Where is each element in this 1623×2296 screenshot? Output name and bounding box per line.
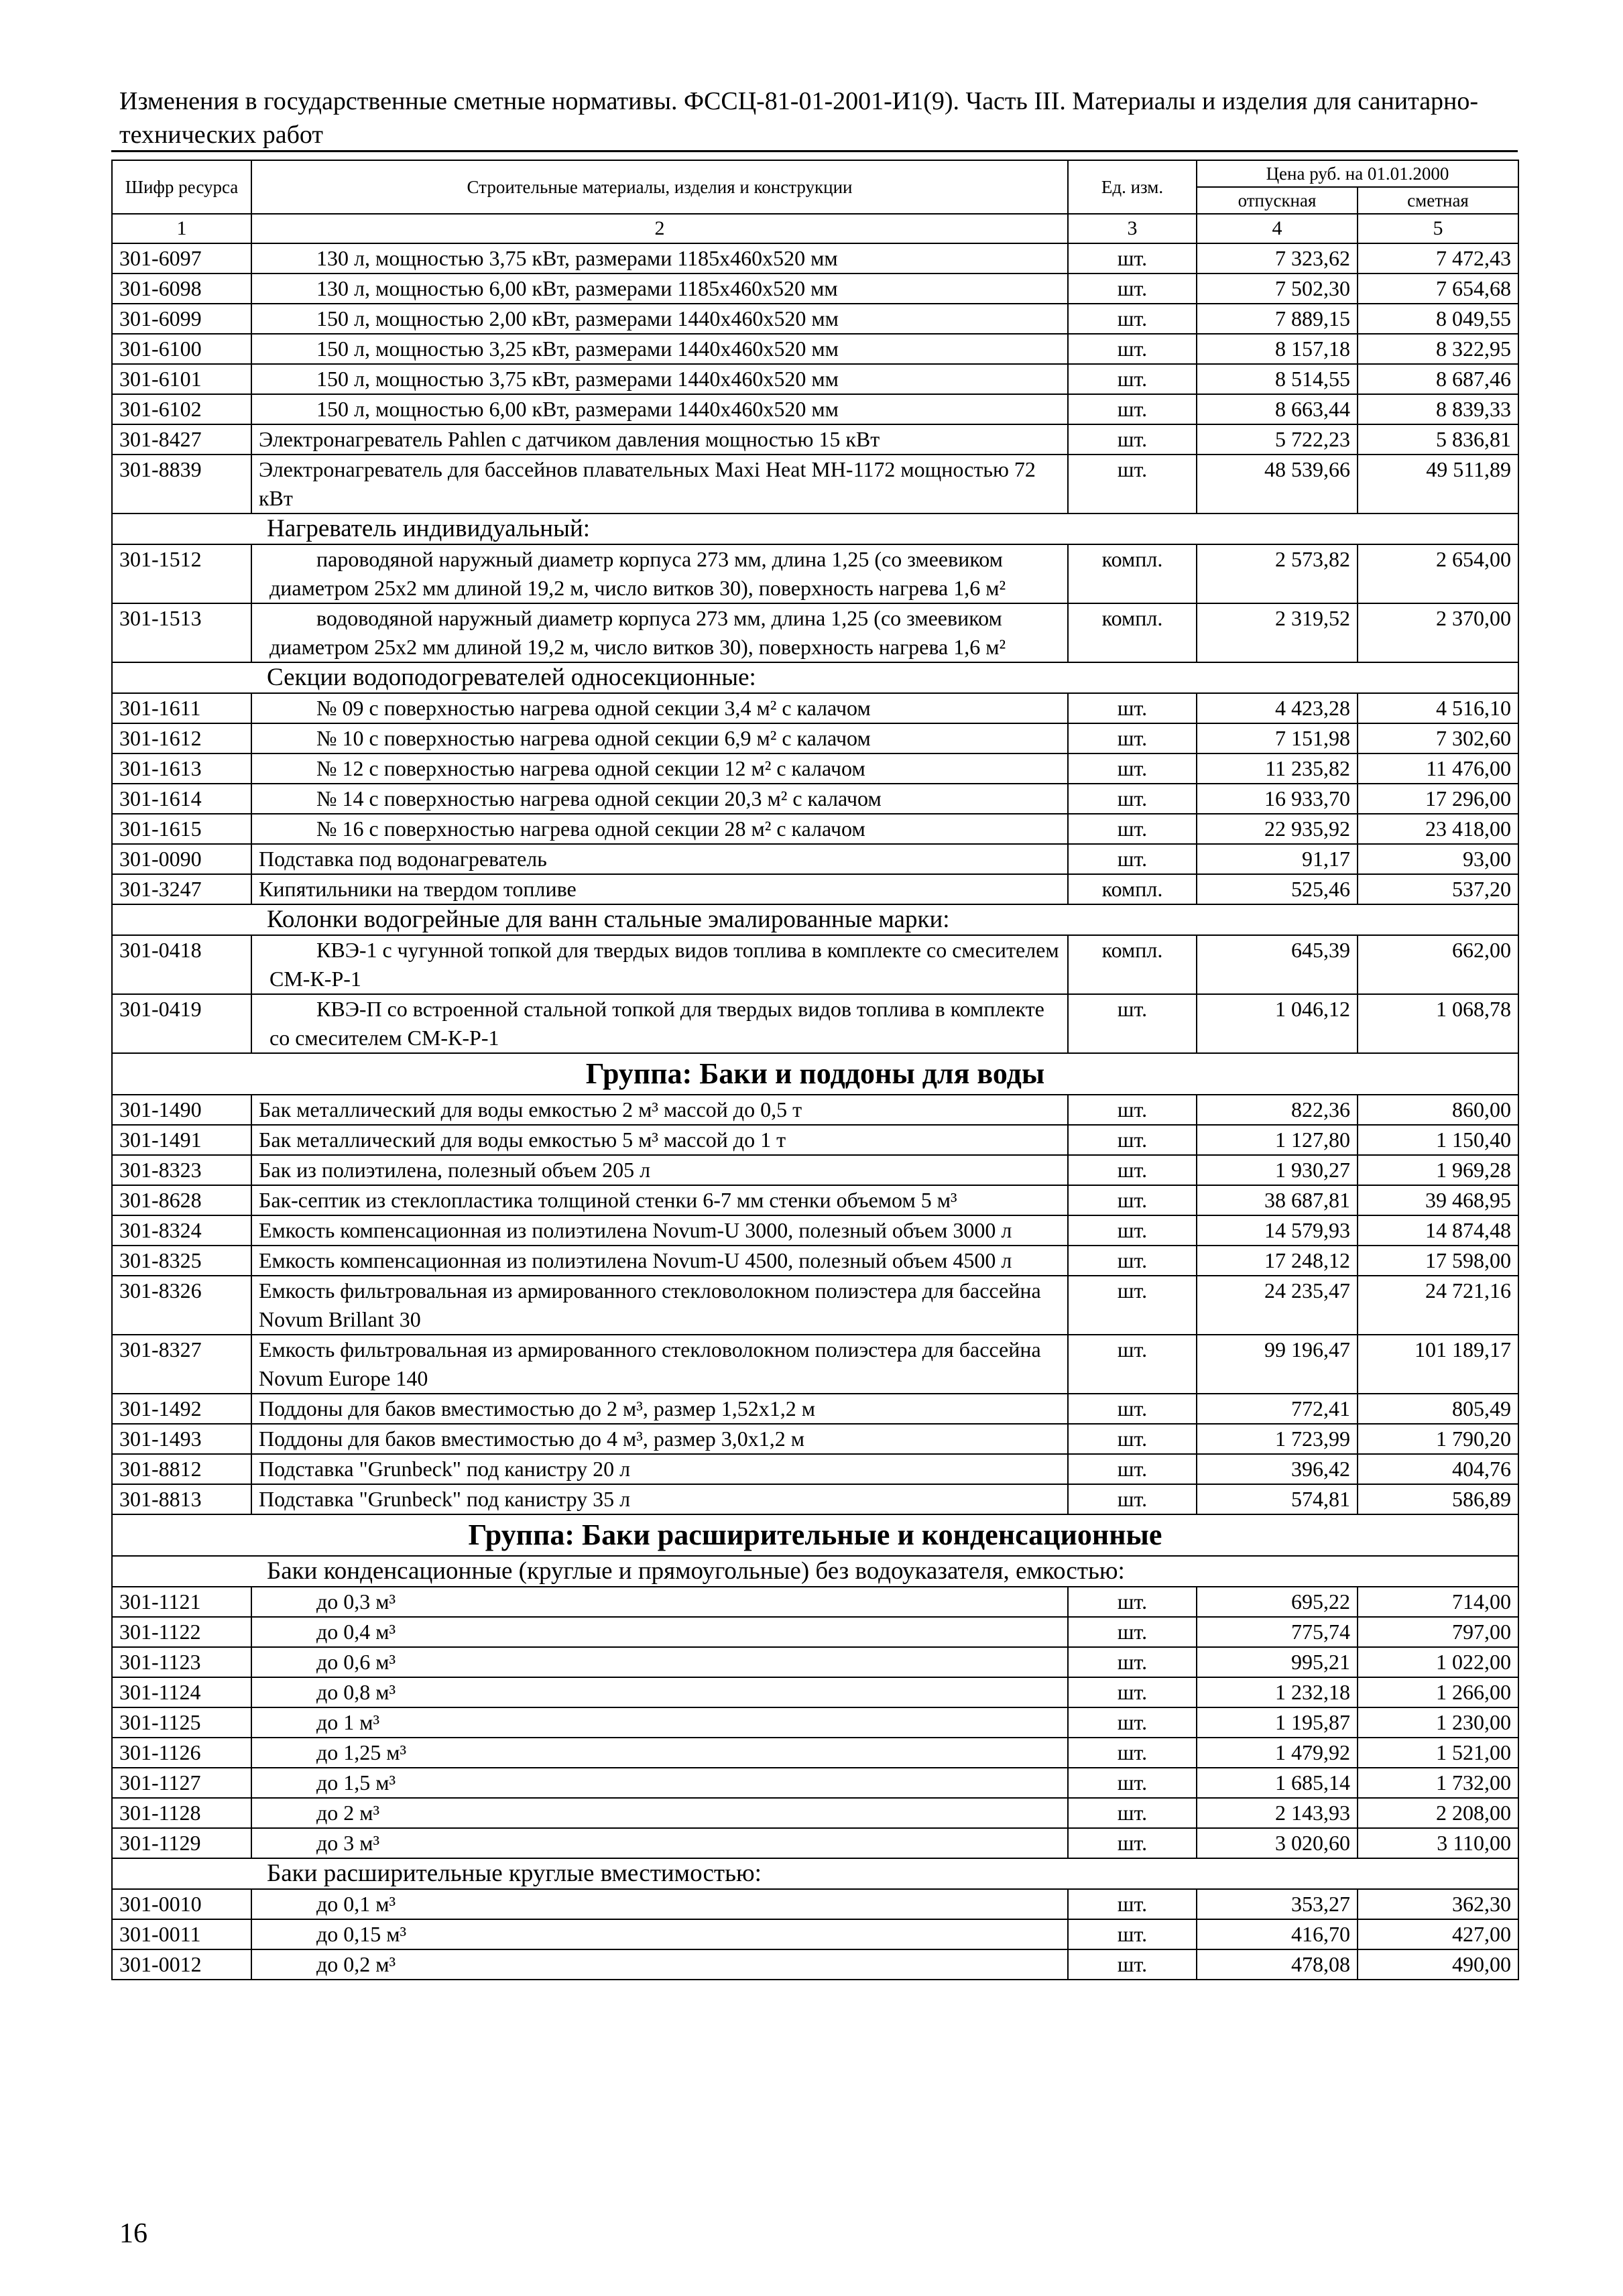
table-row [112,1617,1518,1647]
resource-code-cell: 301-1124 [112,1677,251,1707]
resource-code-cell: 301-8326 [112,1276,251,1335]
unit-cell: шт. [1068,455,1197,513]
resource-code-cell: 301-6102 [112,394,251,424]
group-heading: Группа: Баки и поддоны для воды [112,1053,1518,1095]
table-row [112,1215,1518,1246]
table-row [112,994,1518,1053]
resource-code-cell: 301-0418 [112,935,251,994]
material-name-cell: пароводяной наружный диаметр корпуса 273 мм, длина 1,25 (со змеевиком диаметром 25х2 мм длиной 19,2 м, число витков 30), поверхность нагрева 1,6 м² [251,544,1068,603]
estimate-price-cell: 8 049,55 [1358,304,1518,334]
unit-cell: шт. [1068,1919,1197,1949]
resource-code-cell: 301-1615 [112,814,251,844]
resource-code-cell: 301-1491 [112,1125,251,1155]
unit-cell: шт. [1068,1738,1197,1768]
column-number: 5 [1358,214,1518,243]
table-row [112,1155,1518,1185]
table-row [112,455,1518,513]
resource-code-cell: 301-8427 [112,424,251,455]
unit-cell: шт. [1068,693,1197,723]
resource-code-cell: 301-1613 [112,753,251,784]
unit-cell: шт. [1068,1185,1197,1215]
resource-code-cell: 301-0011 [112,1919,251,1949]
estimate-price-cell: 7 472,43 [1358,243,1518,274]
unit-cell: шт. [1068,1215,1197,1246]
release-price-cell: 695,22 [1197,1587,1358,1617]
header-divider [111,150,1518,152]
unit-cell: шт. [1068,1484,1197,1514]
unit-cell: шт. [1068,1798,1197,1828]
table-row [112,784,1518,814]
table-row [112,1949,1518,1980]
material-name-cell: водоводяной наружный диаметр корпуса 273 мм, длина 1,25 (со змеевиком диаметром 25х2 мм длиной 19,2 м, число витков 30), поверхность нагрева 1,6 м² [251,603,1068,662]
resource-code-cell: 301-0010 [112,1889,251,1919]
unit-cell: шт. [1068,1828,1197,1858]
estimate-price-cell: 101 189,17 [1358,1335,1518,1394]
estimate-price-cell: 490,00 [1358,1949,1518,1980]
column-header-price-group: Цена руб. на 01.01.2000 [1197,160,1518,187]
release-price-cell: 2 319,52 [1197,603,1358,662]
unit-cell: шт. [1068,1677,1197,1707]
column-header-code: Шифр ресурса [112,160,251,214]
page-number: 16 [119,2218,147,2249]
unit-cell: компл. [1068,874,1197,904]
material-name-cell: № 16 с поверхностью нагрева одной секции 28 м² с калачом [251,814,1068,844]
estimate-price-cell: 860,00 [1358,1095,1518,1125]
resource-code-cell: 301-8812 [112,1454,251,1484]
unit-cell: компл. [1068,544,1197,603]
release-price-cell: 525,46 [1197,874,1358,904]
resource-code-cell: 301-1129 [112,1828,251,1858]
table-row [112,935,1518,994]
unit-cell: шт. [1068,1155,1197,1185]
material-name-cell: 150 л, мощностью 3,25 кВт, размерами 1440х460х520 мм [251,334,1068,364]
unit-cell: шт. [1068,1335,1197,1394]
estimate-price-cell: 1 068,78 [1358,994,1518,1053]
table-row [112,693,1518,723]
table-row [112,1246,1518,1276]
table-row [112,274,1518,304]
table-row [112,844,1518,874]
material-name-cell: до 1 м³ [251,1707,1068,1738]
release-price-cell: 7 502,30 [1197,274,1358,304]
release-price-cell: 24 235,47 [1197,1276,1358,1335]
estimate-price-cell: 8 322,95 [1358,334,1518,364]
resource-code-cell: 301-8323 [112,1155,251,1185]
subheading-row [112,1858,1518,1889]
material-name-cell: № 10 с поверхностью нагрева одной секции 6,9 м² с калачом [251,723,1068,753]
unit-cell: шт. [1068,334,1197,364]
material-name-cell: Электронагреватель для бассейнов плавательных Maxi Heat MH-1172 мощностью 72 кВт [251,455,1068,513]
table-row [112,1185,1518,1215]
unit-cell: шт. [1068,1095,1197,1125]
estimate-price-cell: 2 654,00 [1358,544,1518,603]
release-price-cell: 2 573,82 [1197,544,1358,603]
material-name-cell: 150 л, мощностью 3,75 кВт, размерами 1440х460х520 мм [251,364,1068,394]
table-row [112,874,1518,904]
release-price-cell: 772,41 [1197,1394,1358,1424]
resource-code-cell: 301-6097 [112,243,251,274]
column-header-name: Строительные материалы, изделия и конструкции [251,160,1068,214]
resource-code-cell: 301-1125 [112,1707,251,1738]
estimate-price-cell: 586,89 [1358,1484,1518,1514]
release-price-cell: 11 235,82 [1197,753,1358,784]
estimate-price-cell: 8 839,33 [1358,394,1518,424]
material-name-cell: до 0,2 м³ [251,1949,1068,1980]
release-price-cell: 645,39 [1197,935,1358,994]
resource-code-cell: 301-1123 [112,1647,251,1677]
release-price-cell: 416,70 [1197,1919,1358,1949]
release-price-cell: 5 722,23 [1197,424,1358,455]
material-name-cell: 150 л, мощностью 2,00 кВт, размерами 1440х460х520 мм [251,304,1068,334]
estimate-price-cell: 4 516,10 [1358,693,1518,723]
table-row [112,544,1518,603]
material-name-cell: Подставка "Grunbeck" под канистру 35 л [251,1484,1068,1514]
unit-cell: шт. [1068,424,1197,455]
estimate-price-cell: 714,00 [1358,1587,1518,1617]
unit-cell: шт. [1068,784,1197,814]
release-price-cell: 4 423,28 [1197,693,1358,723]
table-row [112,1125,1518,1155]
material-name-cell: Емкость фильтровальная из армированного стекловолокном полиэстера для бассейна Novum Brillant 30 [251,1276,1068,1335]
subheading: Баки расширительные круглые вместимостью: [112,1858,1518,1889]
resource-code-cell: 301-6099 [112,304,251,334]
column-number: 4 [1197,214,1358,243]
table-row [112,723,1518,753]
table-row [112,243,1518,274]
release-price-cell: 8 514,55 [1197,364,1358,394]
release-price-cell: 995,21 [1197,1647,1358,1677]
subheading: Секции водоподогревателей односекционные: [112,662,1518,693]
unit-cell: шт. [1068,1424,1197,1454]
release-price-cell: 99 196,47 [1197,1335,1358,1394]
material-name-cell: 130 л, мощностью 6,00 кВт, размерами 1185х460х520 мм [251,274,1068,304]
release-price-cell: 1 685,14 [1197,1768,1358,1798]
table-row [112,1424,1518,1454]
price-table [111,160,1519,1980]
subheading-row [112,662,1518,693]
unit-cell: шт. [1068,304,1197,334]
table-row [112,1647,1518,1677]
table-row [112,1587,1518,1617]
estimate-price-cell: 537,20 [1358,874,1518,904]
resource-code-cell: 301-6101 [112,364,251,394]
resource-code-cell: 301-1493 [112,1424,251,1454]
estimate-price-cell: 2 208,00 [1358,1798,1518,1828]
table-row [112,1454,1518,1484]
estimate-price-cell: 17 296,00 [1358,784,1518,814]
release-price-cell: 3 020,60 [1197,1828,1358,1858]
material-name-cell: Емкость фильтровальная из армированного стекловолокном полиэстера для бассейна Novum Europe 140 [251,1335,1068,1394]
table-row [112,364,1518,394]
resource-code-cell: 301-8839 [112,455,251,513]
column-header-estimate-price: сметная [1358,187,1518,214]
column-number: 3 [1068,214,1197,243]
material-name-cell: Бак металлический для воды емкостью 5 м³ массой до 1 т [251,1125,1068,1155]
resource-code-cell: 301-8327 [112,1335,251,1394]
release-price-cell: 396,42 [1197,1454,1358,1484]
estimate-price-cell: 14 874,48 [1358,1215,1518,1246]
release-price-cell: 1 046,12 [1197,994,1358,1053]
subheading: Колонки водогрейные для ванн стальные эмалированные марки: [112,904,1518,935]
table-row [112,1707,1518,1738]
column-header-unit: Ед. изм. [1068,160,1197,214]
estimate-price-cell: 1 022,00 [1358,1647,1518,1677]
release-price-cell: 8 663,44 [1197,394,1358,424]
unit-cell: шт. [1068,844,1197,874]
resource-code-cell: 301-1513 [112,603,251,662]
material-name-cell: № 12 с поверхностью нагрева одной секции 12 м² с калачом [251,753,1068,784]
material-name-cell: Подставка "Grunbeck" под канистру 20 л [251,1454,1068,1484]
material-name-cell: Емкость компенсационная из полиэтилена Novum-U 3000, полезный объем 3000 л [251,1215,1068,1246]
table-row [112,1768,1518,1798]
release-price-cell: 38 687,81 [1197,1185,1358,1215]
unit-cell: компл. [1068,603,1197,662]
release-price-cell: 48 539,66 [1197,455,1358,513]
estimate-price-cell: 404,76 [1358,1454,1518,1484]
unit-cell: шт. [1068,1617,1197,1647]
estimate-price-cell: 3 110,00 [1358,1828,1518,1858]
estimate-price-cell: 1 230,00 [1358,1707,1518,1738]
document-header-title: Изменения в государственные сметные нормативы. ФССЦ-81-01-2001-И1(9). Часть III. Материалы и изделия для санитарно-технических работ [119,87,1479,149]
unit-cell: шт. [1068,1949,1197,1980]
table-row [112,603,1518,662]
unit-cell: шт. [1068,994,1197,1053]
group-heading-row [112,1514,1518,1556]
unit-cell: компл. [1068,935,1197,994]
unit-cell: шт. [1068,243,1197,274]
estimate-price-cell: 662,00 [1358,935,1518,994]
release-price-cell: 1 479,92 [1197,1738,1358,1768]
resource-code-cell: 301-8813 [112,1484,251,1514]
material-name-cell: Электронагреватель Pahlen с датчиком давления мощностью 15 кВт [251,424,1068,455]
resource-code-cell: 301-8325 [112,1246,251,1276]
group-heading-row [112,1053,1518,1095]
release-price-cell: 478,08 [1197,1949,1358,1980]
subheading: Нагреватель индивидуальный: [112,513,1518,544]
unit-cell: шт. [1068,1246,1197,1276]
resource-code-cell: 301-1121 [112,1587,251,1617]
estimate-price-cell: 2 370,00 [1358,603,1518,662]
resource-code-cell: 301-1492 [112,1394,251,1424]
unit-cell: шт. [1068,1394,1197,1424]
estimate-price-cell: 362,30 [1358,1889,1518,1919]
material-name-cell: 150 л, мощностью 6,00 кВт, размерами 1440х460х520 мм [251,394,1068,424]
material-name-cell: Кипятильники на твердом топливе [251,874,1068,904]
release-price-cell: 574,81 [1197,1484,1358,1514]
release-price-cell: 7 889,15 [1197,304,1358,334]
estimate-price-cell: 23 418,00 [1358,814,1518,844]
estimate-price-cell: 427,00 [1358,1919,1518,1949]
material-name-cell: Бак металлический для воды емкостью 2 м³ массой до 0,5 т [251,1095,1068,1125]
resource-code-cell: 301-0419 [112,994,251,1053]
table-row [112,1095,1518,1125]
column-header-release-price: отпускная [1197,187,1358,214]
material-name-cell: Емкость компенсационная из полиэтилена Novum-U 4500, полезный объем 4500 л [251,1246,1068,1276]
resource-code-cell: 301-1126 [112,1738,251,1768]
release-price-cell: 775,74 [1197,1617,1358,1647]
resource-code-cell: 301-1128 [112,1798,251,1828]
resource-code-cell: 301-8324 [112,1215,251,1246]
unit-cell: шт. [1068,1768,1197,1798]
table-row [112,1484,1518,1514]
resource-code-cell: 301-6098 [112,274,251,304]
material-name-cell: Подставка под водонагреватель [251,844,1068,874]
resource-code-cell: 301-1611 [112,693,251,723]
unit-cell: шт. [1068,1587,1197,1617]
release-price-cell: 2 143,93 [1197,1798,1358,1828]
subheading-row [112,513,1518,544]
estimate-price-cell: 1 732,00 [1358,1768,1518,1798]
release-price-cell: 1 723,99 [1197,1424,1358,1454]
release-price-cell: 1 930,27 [1197,1155,1358,1185]
material-name-cell: до 2 м³ [251,1798,1068,1828]
release-price-cell: 822,36 [1197,1095,1358,1125]
subheading-row [112,1556,1518,1587]
material-name-cell: КВЭ-П со встроенной стальной топкой для твердых видов топлива в комплекте со смесителем СМ-К-Р-1 [251,994,1068,1053]
material-name-cell: 130 л, мощностью 3,75 кВт, размерами 1185х460х520 мм [251,243,1068,274]
estimate-price-cell: 7 302,60 [1358,723,1518,753]
resource-code-cell: 301-1512 [112,544,251,603]
estimate-price-cell: 1 266,00 [1358,1677,1518,1707]
material-name-cell: до 1,25 м³ [251,1738,1068,1768]
material-name-cell: до 0,15 м³ [251,1919,1068,1949]
release-price-cell: 1 232,18 [1197,1677,1358,1707]
material-name-cell: до 0,8 м³ [251,1677,1068,1707]
table-row [112,304,1518,334]
resource-code-cell: 301-1614 [112,784,251,814]
estimate-price-cell: 93,00 [1358,844,1518,874]
estimate-price-cell: 7 654,68 [1358,274,1518,304]
material-name-cell: до 0,3 м³ [251,1587,1068,1617]
material-name-cell: до 0,4 м³ [251,1617,1068,1647]
unit-cell: шт. [1068,814,1197,844]
resource-code-cell: 301-1490 [112,1095,251,1125]
resource-code-cell: 301-0012 [112,1949,251,1980]
release-price-cell: 353,27 [1197,1889,1358,1919]
release-price-cell: 1 127,80 [1197,1125,1358,1155]
resource-code-cell: 301-8628 [112,1185,251,1215]
unit-cell: шт. [1068,1125,1197,1155]
table-row [112,424,1518,455]
table-row [112,753,1518,784]
table-row [112,1677,1518,1707]
resource-code-cell: 301-1612 [112,723,251,753]
resource-code-cell: 301-0090 [112,844,251,874]
subheading: Баки конденсационные (круглые и прямоугольные) без водоуказателя, емкостью: [112,1556,1518,1587]
material-name-cell: Поддоны для баков вместимостью до 4 м³, размер 3,0х1,2 м [251,1424,1068,1454]
release-price-cell: 1 195,87 [1197,1707,1358,1738]
material-name-cell: до 0,1 м³ [251,1889,1068,1919]
estimate-price-cell: 1 790,20 [1358,1424,1518,1454]
table-row [112,394,1518,424]
material-name-cell: Бак-септик из стеклопластика толщиной стенки 6-7 мм стенки объемом 5 м³ [251,1185,1068,1215]
unit-cell: шт. [1068,1647,1197,1677]
estimate-price-cell: 805,49 [1358,1394,1518,1424]
resource-code-cell: 301-6100 [112,334,251,364]
estimate-price-cell: 49 511,89 [1358,455,1518,513]
unit-cell: шт. [1068,274,1197,304]
table-row [112,1798,1518,1828]
column-number: 2 [251,214,1068,243]
release-price-cell: 91,17 [1197,844,1358,874]
table-row [112,814,1518,844]
estimate-price-cell: 17 598,00 [1358,1246,1518,1276]
estimate-price-cell: 8 687,46 [1358,364,1518,394]
release-price-cell: 8 157,18 [1197,334,1358,364]
estimate-price-cell: 1 150,40 [1358,1125,1518,1155]
table-row [112,1276,1518,1335]
release-price-cell: 17 248,12 [1197,1246,1358,1276]
release-price-cell: 7 323,62 [1197,243,1358,274]
release-price-cell: 7 151,98 [1197,723,1358,753]
estimate-price-cell: 11 476,00 [1358,753,1518,784]
estimate-price-cell: 39 468,95 [1358,1185,1518,1215]
table-row [112,1889,1518,1919]
material-name-cell: Бак из полиэтилена, полезный объем 205 л [251,1155,1068,1185]
table-row [112,1919,1518,1949]
estimate-price-cell: 1 969,28 [1358,1155,1518,1185]
material-name-cell: до 1,5 м³ [251,1768,1068,1798]
material-name-cell: КВЭ-1 с чугунной топкой для твердых видов топлива в комплекте со смесителем СМ-К-Р-1 [251,935,1068,994]
unit-cell: шт. [1068,1889,1197,1919]
subheading-row [112,904,1518,935]
estimate-price-cell: 797,00 [1358,1617,1518,1647]
estimate-price-cell: 5 836,81 [1358,424,1518,455]
table-row [112,1335,1518,1394]
estimate-price-cell: 24 721,16 [1358,1276,1518,1335]
resource-code-cell: 301-1122 [112,1617,251,1647]
material-name-cell: № 09 с поверхностью нагрева одной секции 3,4 м² с калачом [251,693,1068,723]
unit-cell: шт. [1068,364,1197,394]
unit-cell: шт. [1068,1454,1197,1484]
material-name-cell: Поддоны для баков вместимостью до 2 м³, размер 1,52х1,2 м [251,1394,1068,1424]
resource-code-cell: 301-1127 [112,1768,251,1798]
material-name-cell: до 3 м³ [251,1828,1068,1858]
table-header [112,160,1518,243]
material-name-cell: до 0,6 м³ [251,1647,1068,1677]
resource-code-cell: 301-3247 [112,874,251,904]
material-name-cell: № 14 с поверхностью нагрева одной секции 20,3 м² с калачом [251,784,1068,814]
unit-cell: шт. [1068,1276,1197,1335]
column-number: 1 [112,214,251,243]
release-price-cell: 16 933,70 [1197,784,1358,814]
unit-cell: шт. [1068,1707,1197,1738]
estimate-price-cell: 1 521,00 [1358,1738,1518,1768]
release-price-cell: 14 579,93 [1197,1215,1358,1246]
table-row [112,334,1518,364]
table-row [112,1738,1518,1768]
unit-cell: шт. [1068,753,1197,784]
table-body [112,243,1518,1980]
unit-cell: шт. [1068,394,1197,424]
release-price-cell: 22 935,92 [1197,814,1358,844]
table-row [112,1828,1518,1858]
unit-cell: шт. [1068,723,1197,753]
table-row [112,1394,1518,1424]
group-heading: Группа: Баки расширительные и конденсационные [112,1514,1518,1556]
